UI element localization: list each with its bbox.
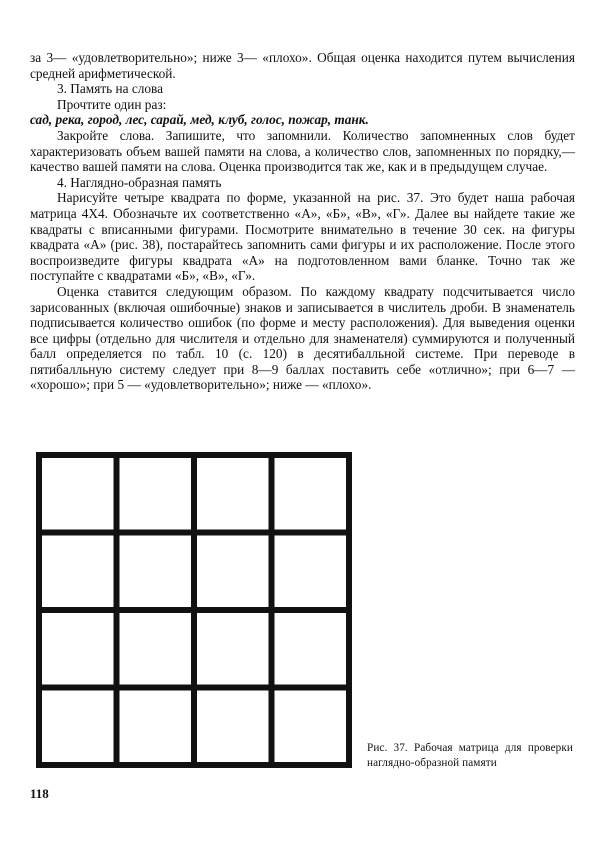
paragraph-5: Закройте слова. Запишите, что запомнили. Количество запомненных слов будет характеризовать объем вашей памяти на слова, а количество слов, запомненных по порядку,— качество вашей памяти на слова. Оценка производится так же, как и в предыдущем случае. [30, 127, 575, 175]
paragraph-2: 3. Память на слова [57, 81, 164, 97]
paragraph-3: Прочтите один раз: [57, 96, 167, 112]
paragraph-1: за 3— «удовлетворительно»; ниже 3— «плохо». Общая оценка находится путем вычисления средней арифметической. [30, 50, 575, 81]
paragraph-7: Нарисуйте четыре квадрата по форме, указанной на рис. 37. Это будет наша рабочая матрица 4Х4. Обозначьте их соответственно «А», «Б», «В», «Г». Далее вы найдете такие же квадраты с вписанными фигурами. Посмотрите внимательно в течение 30 сек. на фигуры квадрата «А» (рис. 38), постарайтесь запомнить сами фигуры и их расположение. После этого воспроизведите фигуры квадрата «А» на подготовленном вами бланке. Точно так же поступайте с квадратами «Б», «В», «Г». [30, 190, 575, 284]
page-number: 118 [30, 786, 49, 801]
matrix-grid [36, 452, 352, 768]
paragraph-8: Оценка ставится следующим образом. По каждому квадрату подсчитывается число зарисованных (включая ошибочные) знаков и записывается в числитель дроби. В знаменатель подписывается количество ошибок (по форме и месту расположения). Для выведения оценки все цифры (отдельно для числителя и отдельно для знаменателя) суммируются и полученный балл определяется по табл. 10 (с. 120) в десятибалльной системе. При переводе в пятибалльную систему следует при 8—9 баллах поставить себе «отлично»; при 6—7 — «хорошо»; при 5 — «удовлетворительно»; ниже — «плохо». [30, 283, 575, 393]
paragraph-4-word-list: сад, река, город, лес, сарай, мед, клуб, голос, пожар, танк. [30, 112, 369, 128]
body-text [30, 50, 575, 393]
paragraph-6: 4. Наглядно-образная память [57, 174, 222, 190]
figure-caption: Рис. 37. Рабочая матрица для проверки наглядно-образной памяти [367, 742, 573, 769]
working-matrix-figure [36, 452, 352, 768]
